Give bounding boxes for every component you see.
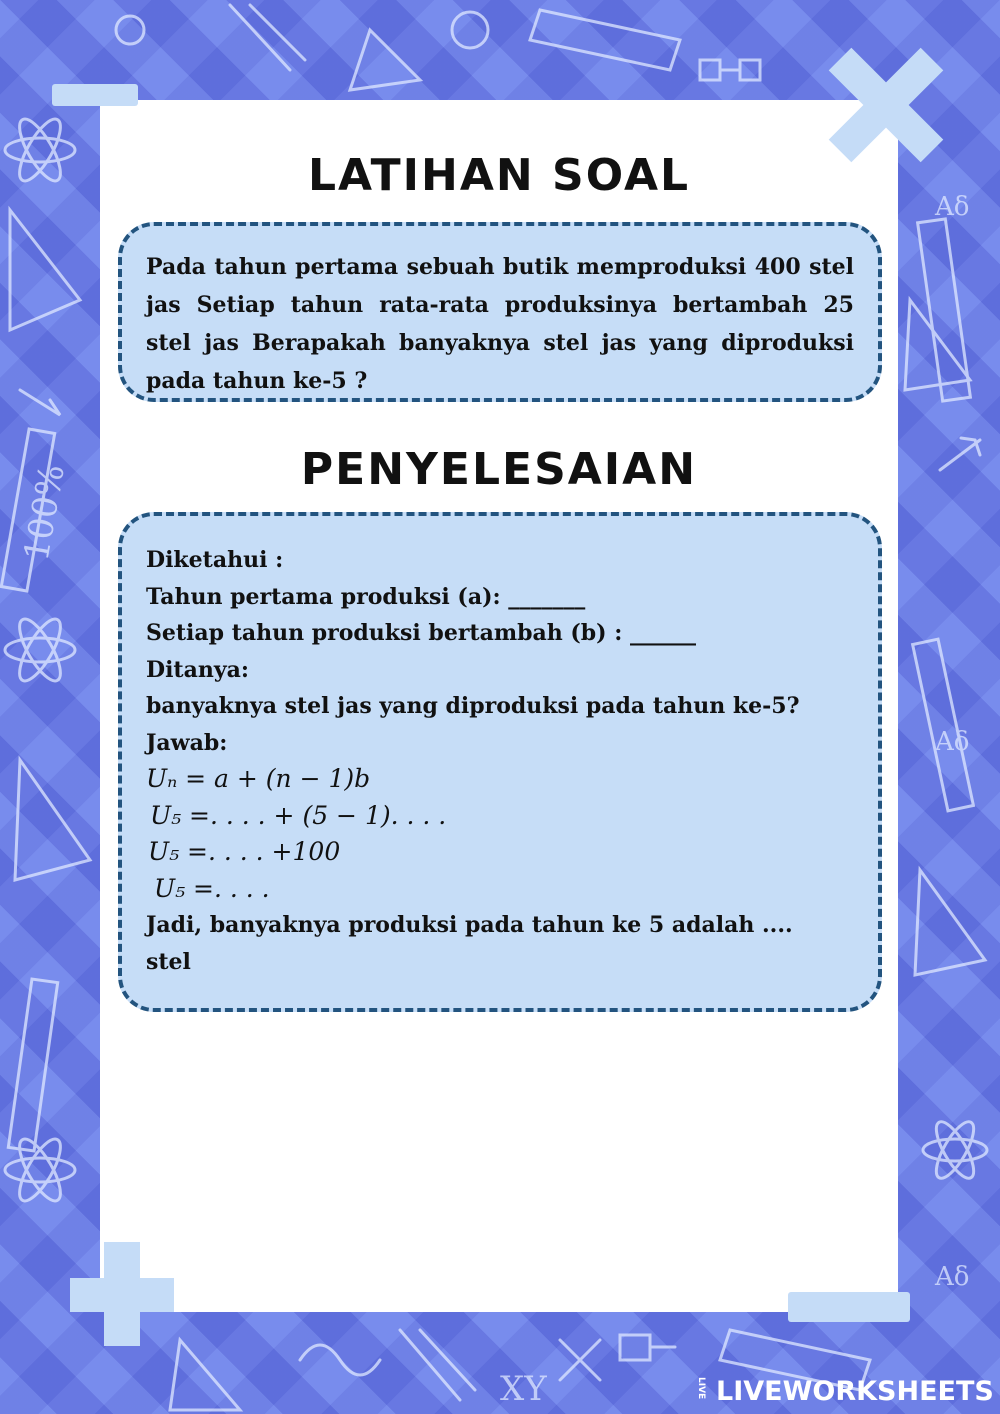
known-label: Diketahui : xyxy=(146,547,284,573)
logo-text: LIVE xyxy=(696,1377,706,1400)
conclusion-line-2: stel xyxy=(146,948,191,975)
atom-icon xyxy=(923,1117,987,1183)
section-title-penyelesaian: PENYELESAIAN xyxy=(300,444,698,495)
svg-text:100%: 100% xyxy=(16,461,73,564)
svg-text:XY: XY xyxy=(500,1369,547,1409)
step-2-line: U₅ =. . . . +100 xyxy=(148,837,341,866)
question-box xyxy=(118,222,882,402)
answer-label: Jawab: xyxy=(146,729,228,756)
step-3-line: U₅ =. . . . xyxy=(154,873,270,903)
asked-label: Ditanya: xyxy=(146,656,250,683)
svg-text:Aδ: Aδ xyxy=(935,727,970,757)
liveworksheets-watermark xyxy=(690,1374,994,1408)
solution-box xyxy=(118,512,882,1012)
liveworksheets-logo-icon xyxy=(690,1377,712,1405)
section-title-latihan-soal: LATIHAN SOAL xyxy=(307,150,691,201)
watermark-text: LIVEWORKSHEETS xyxy=(716,1375,994,1407)
known-b-line: Setiap tahun produksi bertambah (b) : ______ xyxy=(146,620,697,646)
plus-symbol-decoration-horizontal xyxy=(70,1278,174,1312)
svg-text:Aδ: Aδ xyxy=(935,192,970,222)
formula-line: Uₙ = a + (n − 1)b xyxy=(146,764,371,793)
minus-symbol-decoration xyxy=(52,84,138,106)
question-text: Pada tahun pertama sebuah butik memproduksi 400 stel jas Setiap tahun rata-rata produksinya bertambah 25 stel jas Berapakah banyaknya stel jas yang diproduksi pada tahun ke-5 ? xyxy=(146,254,854,394)
atom-icon xyxy=(5,1134,75,1207)
step-1-line: U₅ =. . . . + (5 − 1). . . . xyxy=(150,800,447,830)
minus-symbol-decoration xyxy=(788,1292,910,1322)
asked-text: banyaknya stel jas yang diproduksi pada tahun ke-5? xyxy=(146,693,800,719)
conclusion-line-1: Jadi, banyaknya produksi pada tahun ke 5 adalah .... xyxy=(146,912,793,938)
known-a-line: Tahun pertama produksi (a): _______ xyxy=(146,583,586,610)
atom-icon xyxy=(5,614,75,687)
svg-text:Aδ: Aδ xyxy=(935,1262,970,1292)
atom-icon xyxy=(5,114,75,187)
